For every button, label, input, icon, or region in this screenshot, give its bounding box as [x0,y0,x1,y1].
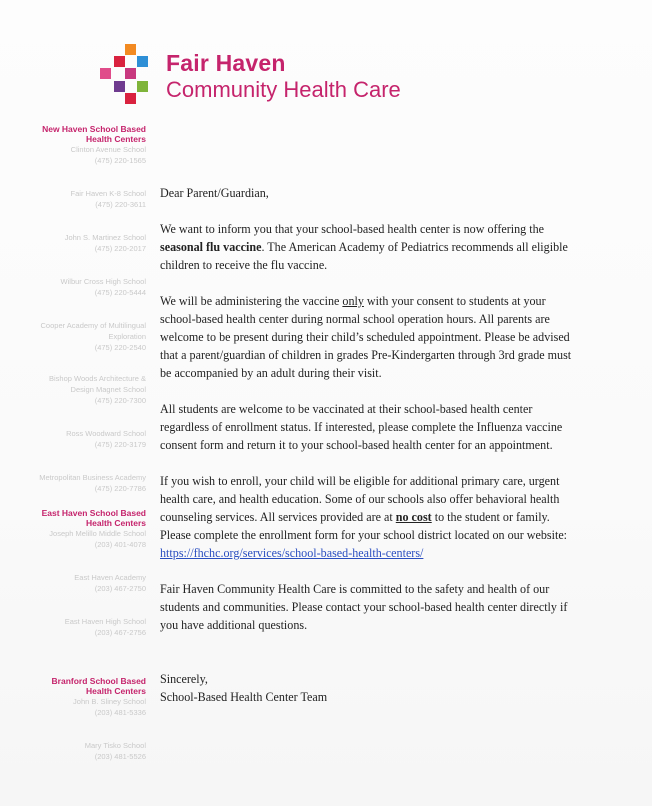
school-name: Cooper Academy of Multilingual Exploration [40,321,146,341]
school-name: John B. Sliney School [73,697,146,706]
school-name: Fair Haven K-8 School [70,189,146,198]
paragraph-all-students: All students are welcome to be vaccinated at their school-based health center regardless of enrollment status. If interested, please complete the Influenza vaccine consent form and return it to your school-based health center for an appointment. [160,402,563,452]
school-name: John S. Martinez School [64,233,146,242]
sidebar-heading-east-haven: East Haven School Based Health Centers [41,508,146,528]
paragraph-consent [160,292,580,382]
sidebar-group-new-haven [30,124,146,494]
school-name: Metropolitan Business Academy [39,473,146,482]
sidebar-heading-branford: Branford School Based Health Centers [51,676,146,696]
paragraph-enroll [160,472,580,562]
school-name: Bishop Woods Architecture & Design Magnet School [49,374,146,394]
school-phone: (203) 481-5336 [94,708,146,717]
school-phone: (475) 220-7786 [94,484,146,493]
paragraph-commitment: Fair Haven Community Health Care is committed to the safety and health of our students and communities. Please contact your school-based health center directly if you have additional questions. [160,582,568,632]
letter-body [160,184,580,706]
text-run: . The American Academy of Pediatrics recommends all eligible children to receive the flu vaccine. [160,240,568,272]
school-phone: (475) 220-7300 [94,396,146,405]
school-phone: (203) 401-4078 [94,540,146,549]
logo-square-red [114,56,125,67]
school-phone: (203) 467-2750 [94,584,146,593]
school-phone: (475) 220-3611 [95,200,146,209]
school-name: Wilbur Cross High School [60,277,146,286]
school-phone: (203) 467-2756 [94,628,146,637]
school-name: Ross Woodward School [66,429,146,438]
text-run: to the student or family. Please complete the enrollment form for your school district located on our website: [160,510,568,542]
school-name: Clinton Avenue School [70,145,146,154]
school-locations-sidebar [30,124,146,762]
school-phone: (475) 220-5444 [94,288,146,297]
text-run: We want to inform you that your school-based health center is now offering the [160,222,545,236]
logo-square-pink [100,68,111,79]
sidebar-heading-new-haven: New Haven School Based Health Centers [42,124,146,144]
school-name: Joseph Melillo Middle School [49,529,146,538]
logo-square-green [137,81,148,92]
closing: Sincerely, [160,672,208,686]
signature: School-Based Health Center Team [160,690,328,704]
text-run: If you wish to enroll, your child will be eligible for additional primary care, urgent health care, and health education. Some of our schools also offer behavioral health counseling services. All services provided are at [160,474,560,524]
logo-square-red-bottom [125,93,136,104]
emphasis-no-cost: no cost [395,510,432,524]
text-run: We will be administering the vaccine [160,294,343,308]
text-run: with your consent to students at your school-based health center during normal school operation hours. All parents are welcome to be present during their child’s scheduled appointment. Please be advised that a parent/guardian of children in grades Pre-Kindergarten through 3rd grade must be accompanied by an adult during their visit. [160,294,572,380]
school-phone: (475) 220-2540 [94,343,146,352]
salutation: Dear Parent/Guardian, [160,186,269,200]
logo-square-blue [137,56,148,67]
school-phone: (475) 220-1565 [94,156,146,165]
logo-square-purple [114,81,125,92]
logo-square-orange [125,44,136,55]
emphasis-only: only [342,294,364,308]
brand-name: Fair Haven [166,50,286,76]
paragraph-flu-vaccine [160,220,580,274]
school-name: East Haven Academy [74,573,146,582]
sidebar-group-branford [30,676,146,762]
school-name: East Haven High School [64,617,146,626]
logo-square-magenta [125,68,136,79]
brand-subtitle: Community Health Care [166,77,401,102]
school-phone: (475) 220-3179 [94,440,146,449]
website-link[interactable]: https://fhchc.org/services/school-based-health-centers/ [160,546,424,560]
emphasis-seasonal-flu-vaccine: seasonal flu vaccine [160,240,262,254]
sidebar-group-east-haven [30,508,146,638]
school-name: Mary Tisko School [84,741,146,750]
school-phone: (475) 220-2017 [94,244,146,253]
school-phone: (203) 481-5526 [94,752,146,761]
